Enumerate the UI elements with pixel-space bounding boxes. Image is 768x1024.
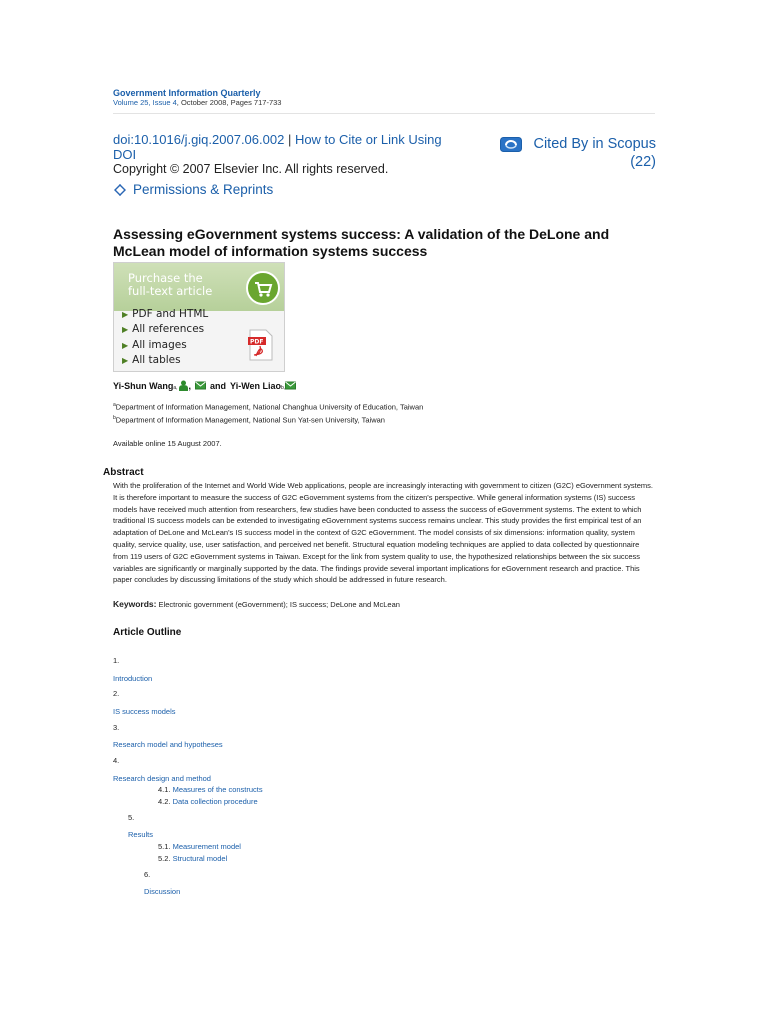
outline-number: 3.	[113, 723, 120, 732]
scopus-icon	[500, 137, 522, 152]
purchase-feature-item: ▶ All references	[122, 323, 205, 336]
outline-subitem: 4.1. Measures of the constructs	[158, 785, 263, 794]
outline-link-measures[interactable]: Measures of the constructs	[172, 785, 263, 794]
journal-title-link[interactable]: Government Information Quarterly	[113, 88, 261, 98]
keywords-list: Electronic government (eGovernment); IS success; DeLone and McLean	[156, 600, 400, 609]
cite-link[interactable]: How to Cite or Link Using DOI	[113, 132, 442, 162]
outline-number: 1.	[113, 656, 120, 665]
affiliation-a: $^a$Department of Information Management, National Changhua University of Education, Taiwan	[113, 402, 424, 412]
author-2[interactable]: Yi-Wen Liao	[230, 381, 282, 391]
person-icon[interactable]	[178, 380, 189, 391]
outline-subitem: 4.2. Data collection procedure	[158, 797, 258, 806]
doi-separator: |	[284, 132, 295, 147]
copyright-notice: Copyright © 2007 Elsevier Inc. All rights reserved.	[113, 162, 389, 176]
purchase-feature-item: ▶ All images	[122, 338, 187, 351]
author-1[interactable]: Yi-Shun Wang	[113, 381, 174, 391]
purchase-title-line1: Purchase the	[128, 271, 203, 285]
outline-number: 5.	[128, 813, 135, 822]
doi-line	[113, 132, 453, 162]
doi-link[interactable]: doi:10.1016/j.giq.2007.06.002	[113, 132, 285, 147]
article-outline-heading: Article Outline	[113, 627, 182, 638]
permissions-reprints-link[interactable]	[113, 182, 273, 197]
scopus-label: Cited By in Scopus	[533, 136, 656, 152]
available-online-date: Available online 15 August 2007.	[113, 439, 222, 448]
purchase-title	[128, 272, 212, 298]
outline-link-structural-model[interactable]: Structural model	[172, 854, 228, 863]
outline-link-measurement-model[interactable]: Measurement model	[172, 842, 241, 851]
outline-subitem: 5.2. Structural model	[158, 854, 228, 863]
volume-info	[113, 98, 281, 107]
permissions-label: Permissions & Reprints	[133, 182, 274, 197]
email-icon[interactable]	[195, 380, 206, 391]
keywords-label: Keywords:	[113, 599, 157, 609]
purchase-feature-item: ▶ PDF and HTML	[122, 308, 209, 320]
pdf-icon	[248, 329, 274, 361]
outline-number: 4.	[113, 756, 120, 765]
volume-issue-link[interactable]: Volume 25, Issue 4	[113, 98, 177, 107]
svg-text:PDF: PDF	[250, 338, 264, 346]
author-connector: and	[210, 381, 227, 391]
outline-link-results[interactable]: Results	[128, 830, 154, 839]
keywords-line	[113, 599, 400, 609]
header-divider	[113, 113, 655, 114]
outline-link-discussion[interactable]: Discussion	[144, 887, 181, 896]
author-2-affiliation-mark: b,	[281, 385, 286, 391]
outline-link-data-collection[interactable]: Data collection procedure	[172, 797, 258, 806]
permissions-icon	[113, 183, 127, 197]
purchase-title-line2: full-text article	[128, 284, 213, 298]
abstract-heading: Abstract	[103, 467, 144, 478]
outline-subitem: 5.1. Measurement model	[158, 842, 241, 851]
outline-link-introduction[interactable]: Introduction	[113, 674, 153, 683]
purchase-feature-item: ▶ All tables	[122, 353, 181, 366]
outline-number: 6.	[144, 870, 151, 879]
volume-date-pages: , October 2008, Pages 717-733	[176, 98, 282, 107]
purchase-features-list	[122, 307, 208, 368]
email-icon[interactable]	[285, 380, 296, 391]
outline-link-research-design[interactable]: Research design and method	[113, 774, 211, 783]
authors-line	[113, 380, 296, 391]
shopping-cart-icon	[246, 271, 280, 305]
scopus-count: (22)	[630, 154, 656, 170]
affiliation-b: $^b$Department of Information Management, National Sun Yat-sen University, Taiwan	[113, 415, 385, 425]
outline-link-research-model[interactable]: Research model and hypotheses	[113, 740, 223, 749]
article-title: Assessing eGovernment systems success: A validation of the DeLone and McLean model of information systems success	[113, 226, 610, 259]
outline-number: 2.	[113, 689, 120, 698]
cited-by-scopus-link[interactable]	[498, 135, 656, 171]
author-1-affiliation-mark: a,	[173, 385, 178, 391]
purchase-article-box[interactable]	[113, 262, 285, 372]
abstract-text: With the proliferation of the Internet and World Wide Web applications, people are increasingly interacting with government to citizen (G2C) eGovernment systems. It is therefore important to measure the success of G2C eGovernment systems from the citizen's perspective. While general information systems (IS) success models have received much attention from researchers, few studies have been conducted to assess the success of eGovernment systems. The extent to which traditional IS success models can be extended to investigating eGovernment systems success remains unclear. This study provides the first empirical test of an adaptation of DeLone and McLean's IS success model in the context of G2C eGovernment. The model consists of six dimensions: information quality, system quality, service quality, use, user satisfaction, and perceived net benefit. Structural equation modeling techniques are applied to data collected by questionnaire from 119 users of G2C eGovernment systems in Taiwan. Except for the link from system quality to use, the hypothesized relationships between the six success variables are significantly or marginally supported by the data. The findings provide several important implications for eGovernment research and practice. This paper concludes by discussing limitations of the study which should be addressed in future research.	[113, 481, 653, 585]
outline-link-is-success-models[interactable]: IS success models	[113, 707, 176, 716]
author-separator: ,	[188, 381, 192, 391]
